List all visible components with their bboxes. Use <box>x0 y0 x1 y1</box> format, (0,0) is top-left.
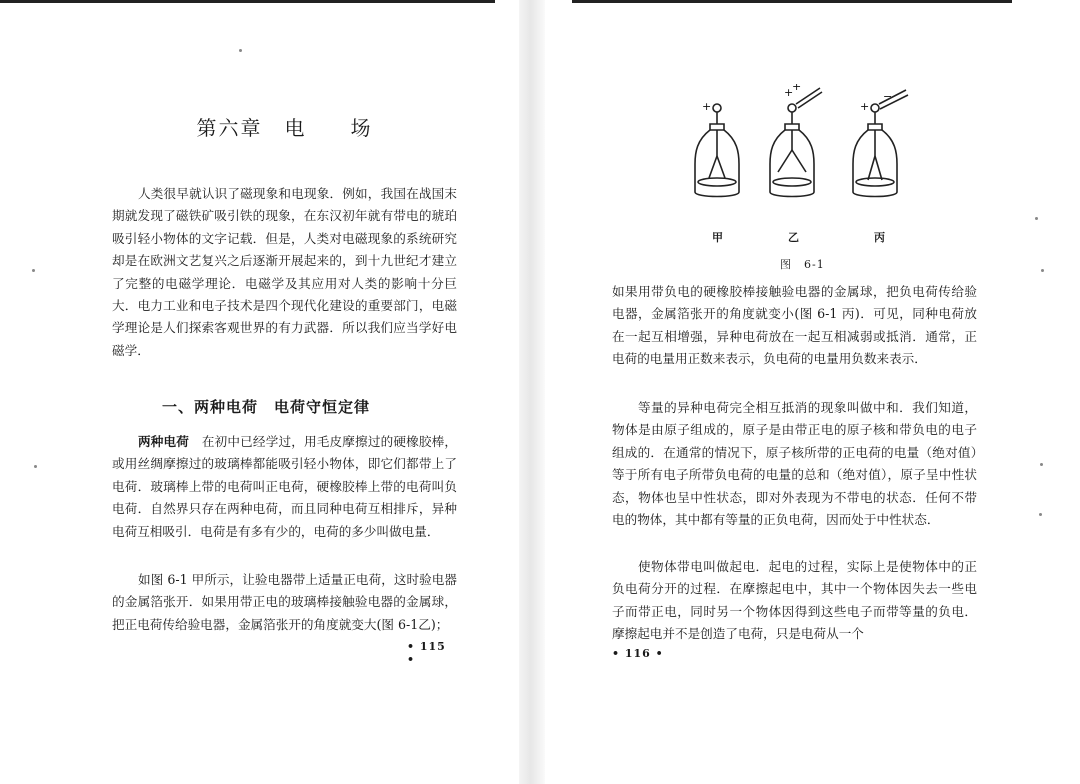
two-charges-paragraph <box>112 431 457 543</box>
scan-speck <box>1040 463 1043 466</box>
scan-speck <box>1039 513 1042 516</box>
charge-sign: + <box>784 86 794 99</box>
scan-speck <box>1041 269 1044 272</box>
charge-sign: + <box>792 84 802 93</box>
section-heading: 一、两种电荷 电荷守恒定律 <box>162 398 371 416</box>
continuation-paragraph: 如果用带负电的硬橡胶棒接触验电器的金属球，把负电荷传给验电器，金属箔张开的角度就变小(图 6-1 丙)．可见，同种电荷放在一起互相增强，异种电荷放在一起互相减弱或抵消．通常，正电荷的电量用正数来表示，负电荷的电量用负数来表示． <box>612 284 977 367</box>
right-page-top-rule <box>572 0 1012 3</box>
electroscope-figure <box>692 84 922 234</box>
page-number-right: • 116 • <box>612 647 664 660</box>
book-gutter <box>519 0 545 784</box>
left-page-top-rule <box>0 0 495 3</box>
charge-sign: − <box>883 90 893 103</box>
page-number-left: • 115 • <box>407 640 446 666</box>
charge-sign: + <box>702 100 712 113</box>
figure-label-bing: 丙 <box>874 231 885 244</box>
scan-speck <box>239 49 242 52</box>
two-charges-text: 在初中已经学过，用毛皮摩擦过的硬橡胶棒，或用丝绸摩擦过的玻璃棒都能吸引轻小物体，即它们都带上了电荷．玻璃棒上带的电荷叫正电荷，硬橡胶棒上带的电荷叫负电荷．自然界只存在两种电荷，而且同种电荷互相排斥，异种电荷互相吸引．电荷是有多有少的，电荷的多少叫做电量． <box>112 434 458 539</box>
charge-sign: + <box>860 100 870 113</box>
figure-label-jia: 甲 <box>712 231 723 244</box>
scan-speck <box>32 269 35 272</box>
figure-caption: 图 6-1 <box>780 258 825 271</box>
electrification-paragraph: 使物体带电叫做起电．起电的过程，实际上是使物体中的正负电荷分开的过程．在摩擦起电中，其中一个物体因失去一些电子而带正电，同时另一个物体因得到这些电子而带等量的负电．摩擦起电并不是创造了电荷，只是电荷从一个 <box>612 559 977 642</box>
figure-label-yi: 乙 <box>788 231 799 244</box>
scan-speck <box>34 465 37 468</box>
chapter-title: 第六章 电 场 <box>196 116 373 140</box>
runin-term: 两种电荷 <box>138 434 190 449</box>
electroscope-jia <box>695 104 739 197</box>
electroscope-yi <box>770 88 822 197</box>
intro-paragraph: 人类很早就认识了磁现象和电现象．例如，我国在战国末期就发现了磁铁矿吸引铁的现象，在东汉初年就有带电的琥珀吸引轻小物体的文字记载．但是，人类对电磁现象的系统研究却是在欧洲文艺复兴之后逐渐开展起来的，到十九世纪才建立了完整的电磁学理论．电磁学及其应用对人类的影响十分巨大．电力工业和电子技术是四个现代化建设的重要部门，电磁学理论是人们探索客观世界的有力武器．所以我们应当学好电磁学． <box>112 186 457 358</box>
scan-speck <box>1035 217 1038 220</box>
neutralization-paragraph: 等量的异种电荷完全相互抵消的现象叫做中和．我们知道，物体是由原子组成的，原子是由带正电的原子核和带负电的电子组成的．在通常的情况下，原子核所带的正电荷的电量（绝对值）等于所有电子所带负电荷的电量的总和（绝对值），原子呈中性状态，物体也呈中性状态，即对外表现为不带电的状态．任何不带电的物体，其中都有等量的正负电荷，因而处于中性状态． <box>612 400 977 528</box>
figure-reference-paragraph: 如图 6-1 甲所示，让验电器带上适量正电荷，这时验电器的金属箔张开．如果用带正电的玻璃棒接触验电器的金属球，把正电荷传给验电器，金属箔张开的角度就变大(图 6-1乙)； <box>112 572 457 632</box>
